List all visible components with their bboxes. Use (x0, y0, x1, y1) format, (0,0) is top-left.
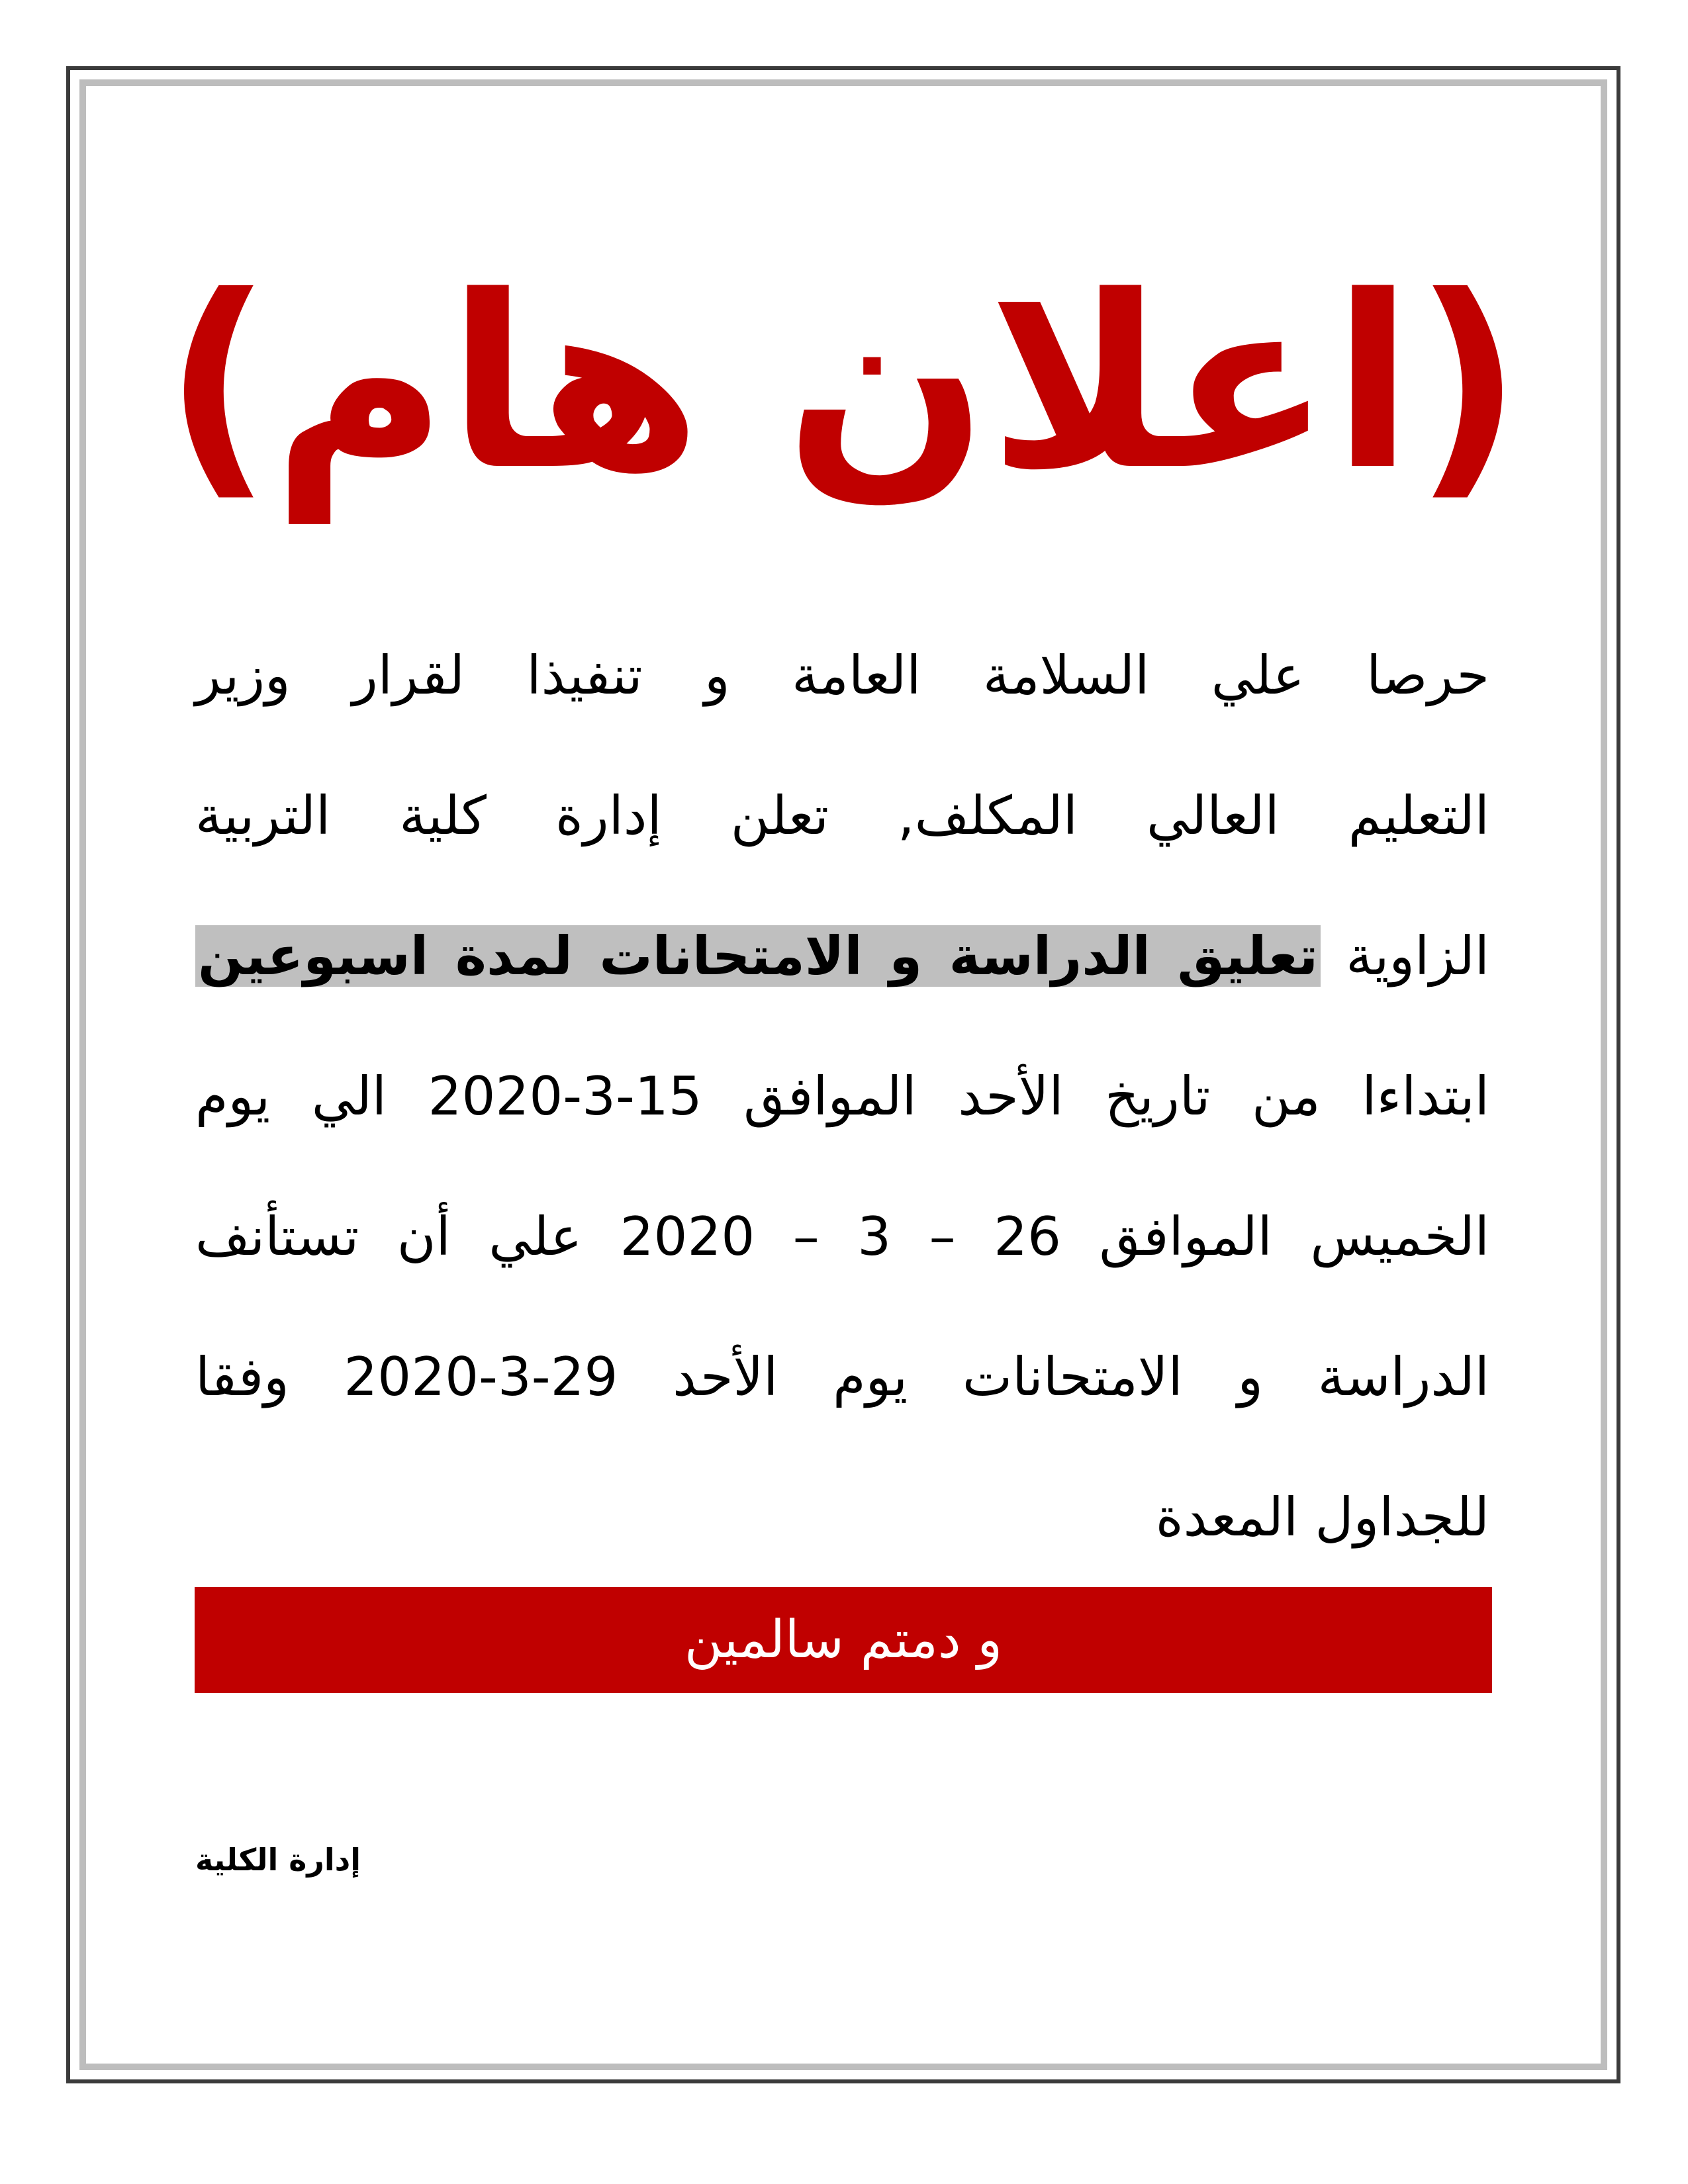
signature: إدارة الكلية (195, 1842, 361, 1878)
body-line-7: للجداول المعدة (1155, 1486, 1489, 1548)
announcement-body (195, 606, 1489, 1588)
announcement-title: (اعلان هام) (164, 245, 1523, 522)
body-line-4: ابتداءا من تاريخ الأحد الموافق 15-3-2020 الي يوم (195, 1066, 1490, 1127)
body-line-3 (195, 886, 1489, 1026)
closing-banner: و دمتم سالمين (195, 1587, 1492, 1693)
body-line-3-prefix: الزاوية (1346, 925, 1490, 987)
body-line-5: الخميس الموافق 26 – 3 – 2020 علي أن تستأنف (195, 1206, 1490, 1267)
body-line-1: حرصا علي السلامة العامة و تنفيذا لقرار وزير (195, 645, 1489, 706)
body-line-6: الدراسة و الامتحانات يوم الأحد 29-3-2020 وفقا (195, 1346, 1489, 1408)
body-line-2: التعليم العالي المكلف, تعلن إدارة كلية التربية (195, 785, 1489, 846)
suspension-highlight: تعليق الدراسة و الامتحانات لمدة اسبوعين (195, 925, 1321, 987)
